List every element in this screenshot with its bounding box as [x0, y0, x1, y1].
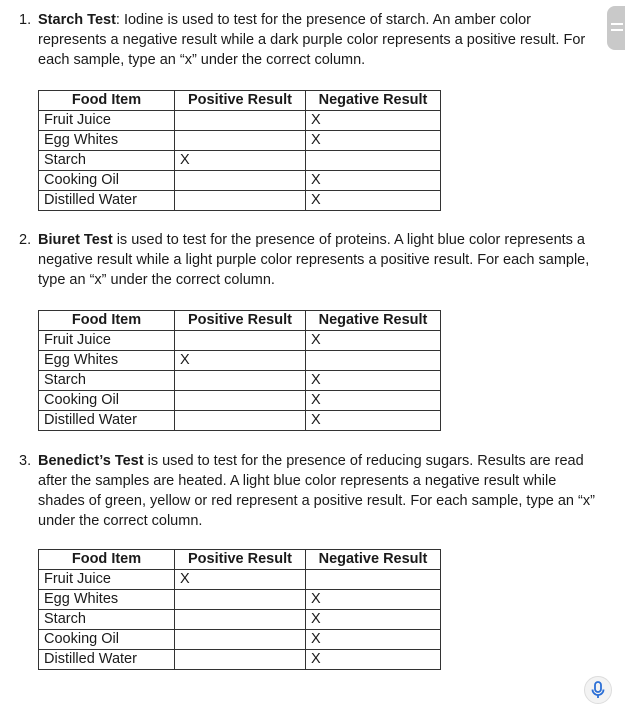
- section-starch-test: [0, 10, 600, 208]
- question-paragraph: [0, 230, 600, 290]
- header-positive-result: Positive Result: [175, 311, 306, 331]
- positive-cell[interactable]: X: [175, 151, 306, 171]
- question-text: is used to test for the presence of reducing sugars. Results are read after the samples are heated. A light blue color represents a negative result while shades of green, yellow or red represent a positive result. For each sample, type an “x” under the correct column.: [38, 453, 595, 529]
- food-cell: Starch: [39, 151, 175, 171]
- table-row: [39, 191, 441, 211]
- positive-cell[interactable]: [175, 331, 306, 351]
- negative-cell[interactable]: X: [306, 411, 441, 431]
- food-cell: Cooking Oil: [39, 391, 175, 411]
- table-row: [39, 331, 441, 351]
- header-negative-result: Negative Result: [306, 311, 441, 331]
- food-cell: Cooking Oil: [39, 171, 175, 191]
- positive-cell[interactable]: [175, 131, 306, 151]
- results-table: [38, 549, 441, 670]
- negative-cell[interactable]: [306, 351, 441, 371]
- negative-cell[interactable]: X: [306, 391, 441, 411]
- food-cell: Cooking Oil: [39, 630, 175, 650]
- food-cell: Distilled Water: [39, 411, 175, 431]
- negative-cell[interactable]: [306, 151, 441, 171]
- positive-cell[interactable]: [175, 590, 306, 610]
- negative-cell[interactable]: X: [306, 171, 441, 191]
- table-row: [39, 351, 441, 371]
- table-row: [39, 570, 441, 590]
- negative-cell[interactable]: X: [306, 650, 441, 670]
- positive-cell[interactable]: X: [175, 570, 306, 590]
- positive-cell[interactable]: [175, 191, 306, 211]
- question-number: 1.: [19, 12, 32, 28]
- positive-cell[interactable]: X: [175, 351, 306, 371]
- food-cell: Egg Whites: [39, 131, 175, 151]
- table-row: [39, 131, 441, 151]
- question-number: 3.: [19, 453, 32, 469]
- table-row: [39, 610, 441, 630]
- header-negative-result: Negative Result: [306, 550, 441, 570]
- results-table: [38, 310, 441, 431]
- scroll-handle-icon[interactable]: [607, 6, 625, 50]
- question-number: 2.: [19, 232, 32, 248]
- question-paragraph: [0, 451, 600, 531]
- question-text: Iodine is used to test for the presence of starch. An amber color represents a negative result while a dark purple color represents a positive result. For each sample, type an “x” under the correct column.: [38, 12, 586, 68]
- header-positive-result: Positive Result: [175, 550, 306, 570]
- negative-cell[interactable]: X: [306, 630, 441, 650]
- positive-cell[interactable]: [175, 111, 306, 131]
- negative-cell[interactable]: X: [306, 371, 441, 391]
- negative-cell[interactable]: X: [306, 590, 441, 610]
- food-cell: Distilled Water: [39, 650, 175, 670]
- test-title: Biuret Test: [38, 232, 113, 248]
- table-row: [39, 650, 441, 670]
- header-food-item: Food Item: [39, 311, 175, 331]
- food-cell: Fruit Juice: [39, 111, 175, 131]
- negative-cell[interactable]: [306, 570, 441, 590]
- negative-cell[interactable]: X: [306, 331, 441, 351]
- table-row: [39, 151, 441, 171]
- food-cell: Starch: [39, 371, 175, 391]
- food-cell: Egg Whites: [39, 351, 175, 371]
- negative-cell[interactable]: X: [306, 131, 441, 151]
- question-text: is used to test for the presence of proteins. A light blue color represents a negative result while a light purple color represents a positive result. For each sample, type an “x” under the correct column.: [38, 232, 590, 288]
- table-row: [39, 411, 441, 431]
- test-title: Starch Test: [38, 12, 116, 28]
- positive-cell[interactable]: [175, 650, 306, 670]
- results-table: [38, 90, 441, 211]
- food-cell: Distilled Water: [39, 191, 175, 211]
- food-cell: Fruit Juice: [39, 570, 175, 590]
- negative-cell[interactable]: X: [306, 610, 441, 630]
- negative-cell[interactable]: X: [306, 191, 441, 211]
- header-food-item: Food Item: [39, 91, 175, 111]
- negative-cell[interactable]: X: [306, 111, 441, 131]
- table-row: [39, 590, 441, 610]
- table-row: [39, 111, 441, 131]
- header-negative-result: Negative Result: [306, 91, 441, 111]
- food-cell: Fruit Juice: [39, 331, 175, 351]
- test-title: Benedict’s Test: [38, 453, 144, 469]
- microphone-icon: [590, 681, 606, 699]
- table-row: [39, 171, 441, 191]
- positive-cell[interactable]: [175, 630, 306, 650]
- food-cell: Egg Whites: [39, 590, 175, 610]
- section-biuret-test: [0, 230, 600, 428]
- header-positive-result: Positive Result: [175, 91, 306, 111]
- table-row: [39, 391, 441, 411]
- section-benedicts-test: [0, 451, 600, 667]
- positive-cell[interactable]: [175, 411, 306, 431]
- table-row: [39, 630, 441, 650]
- food-cell: Starch: [39, 610, 175, 630]
- table-row: [39, 371, 441, 391]
- positive-cell[interactable]: [175, 610, 306, 630]
- positive-cell[interactable]: [175, 391, 306, 411]
- header-food-item: Food Item: [39, 550, 175, 570]
- positive-cell[interactable]: [175, 371, 306, 391]
- positive-cell[interactable]: [175, 171, 306, 191]
- question-paragraph: 1. Starch Test: Iodine is used to test for the presence of starch. An amber color represents a negative result while a dark purple color represents a positive result. For each sample, type an “x” under the correct column.: [19, 12, 586, 68]
